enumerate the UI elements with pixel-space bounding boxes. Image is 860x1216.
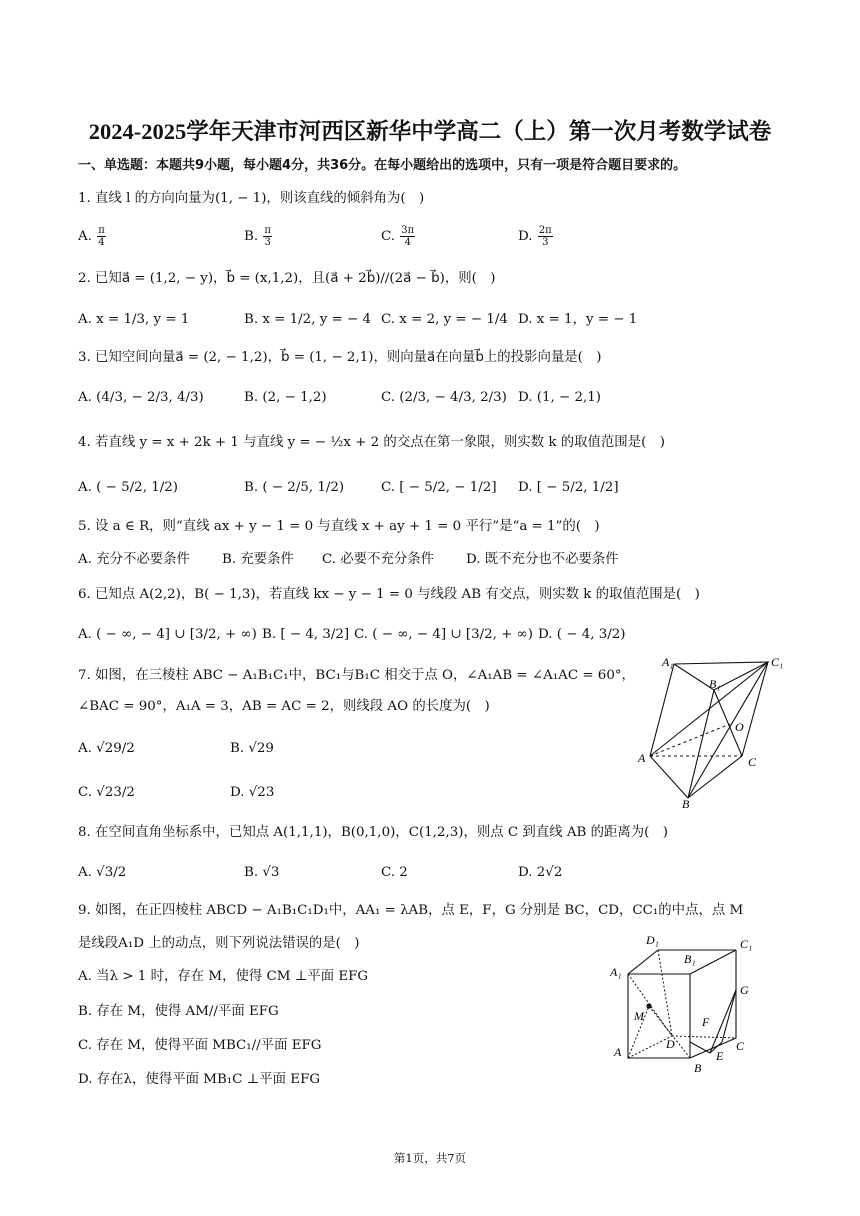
- prism-figure: [632, 652, 802, 810]
- q2-option-c[interactable]: C. x = 2, y = − 1/4: [381, 312, 508, 327]
- label-G: G: [740, 983, 749, 997]
- label-A: A: [638, 751, 646, 765]
- question-7-cont: ∠BAC = 90°，A₁A = 3，AB = AC = 2，则线段 AO 的长度为( ): [78, 699, 490, 714]
- question-8: 8. 在空间直角坐标系中，已知点 A(1,1,1)，B(0,1,0)，C(1,2,3)，则点 C 到直线 AB 的距离为( ): [78, 825, 668, 840]
- q9-option-a[interactable]: A. 当λ > 1 时，存在 M，使得 CM ⊥平面 EFG: [78, 969, 369, 984]
- question-7: 7. 如图，在三棱柱 ABC − A₁B₁C₁中，BC₁与B₁C 相交于点 O，∠A₁AB = ∠A₁AC = 60°，: [78, 668, 635, 683]
- q6-option-d[interactable]: D. ( − 4, 3/2): [538, 627, 626, 642]
- q2-option-a[interactable]: A. x = 1/3, y = 1: [78, 312, 190, 327]
- label-B: B: [682, 797, 690, 810]
- q4-option-a[interactable]: A. ( − 5/2, 1/2): [78, 480, 178, 495]
- page-footer: 第1页，共7页: [393, 1151, 467, 1165]
- label-B: B: [694, 1061, 702, 1075]
- q3-option-c[interactable]: C. (2/3, − 4/3, 2/3): [381, 390, 507, 405]
- q7-option-c[interactable]: C. √23/2: [78, 785, 135, 800]
- q4-option-d[interactable]: D. [ − 5/2, 1/2]: [518, 480, 619, 495]
- q9-option-c[interactable]: C. 存在 M，使得平面 MBC₁//平面 EFG: [78, 1038, 322, 1053]
- q2-option-d[interactable]: D. x = 1，y = − 1: [518, 312, 638, 327]
- q6-option-c[interactable]: C. ( − ∞, − 4] ∪ [3/2, + ∞): [354, 627, 534, 642]
- q8-option-d[interactable]: D. 2√2: [518, 865, 563, 880]
- box-figure: [606, 928, 776, 1078]
- question-3: 3. 已知空间向量a⃗ = (2, − 1,2)，b⃗ = (1, − 2,1)，则向量a⃗在向量b⃗上的投影向量是( ): [78, 350, 602, 365]
- q8-option-b[interactable]: B. √3: [244, 865, 280, 880]
- label-O: O: [735, 720, 744, 734]
- question-9-cont: 是线段A₁D 上的动点，则下列说法错误的是( ): [78, 936, 360, 951]
- q5-option-b[interactable]: B. 充要条件: [222, 552, 294, 567]
- label-C1: C₁: [740, 937, 753, 951]
- q1-option-a[interactable]: A. $\frac{\pi}{4}$: [78, 225, 105, 248]
- q5-option-c[interactable]: C. 必要不充分条件: [322, 552, 435, 567]
- q6-option-a[interactable]: A. ( − ∞, − 4] ∪ [3/2, + ∞): [78, 627, 257, 642]
- q3-option-b[interactable]: B. (2, − 1,2): [244, 390, 327, 405]
- label-E: E: [716, 1049, 724, 1063]
- question-4: 4. 若直线 y = x + 2k + 1 与直线 y = − ½x + 2 的交点在第一象限，则实数 k 的取值范围是( ): [78, 435, 665, 450]
- q8-option-a[interactable]: A. √3/2: [78, 865, 127, 880]
- page-title: 2024-2025学年天津市河西区新华中学高二（上）第一次月考数学试卷: [88, 119, 772, 144]
- section-header: 一、单选题：本题共9小题，每小题4分，共36分。在每小题给出的选项中，只有一项是符合题目要求的。: [78, 158, 687, 173]
- question-9: 9. 如图，在正四棱柱 ABCD − A₁B₁C₁D₁中，AA₁ = λAB，点 E，F，G 分别是 BC，CD，CC₁的中点，点 M: [78, 903, 744, 918]
- q6-option-b[interactable]: B. [ − 4, 3/2]: [262, 627, 350, 642]
- label-B1: B₁: [709, 677, 721, 691]
- q4-option-b[interactable]: B. ( − 2/5, 1/2): [244, 480, 345, 495]
- question-5: 5. 设 a ∈ R，则“直线 ax + y − 1 = 0 与直线 x + ay + 1 = 0 平行”是“a = 1”的( ): [78, 519, 600, 534]
- q8-option-c[interactable]: C. 2: [381, 865, 408, 880]
- q9-option-d[interactable]: D. 存在λ，使得平面 MB₁C ⊥平面 EFG: [78, 1072, 321, 1087]
- q3-option-d[interactable]: D. (1, − 2,1): [518, 390, 602, 405]
- label-B1: B₁: [684, 952, 696, 966]
- label-A1: A₁: [610, 965, 622, 979]
- label-F: F: [702, 1015, 710, 1029]
- label-C: C: [748, 755, 757, 769]
- q7-option-b[interactable]: B. √29: [230, 741, 274, 756]
- label-M: M: [634, 1009, 644, 1023]
- q9-option-b[interactable]: B. 存在 M，使得 AM//平面 EFG: [78, 1004, 279, 1019]
- q2-option-b[interactable]: B. x = 1/2, y = − 4: [244, 312, 371, 327]
- question-2: 2. 已知a⃗ = (1,2, − y)，b⃗ = (x,1,2)，且(a⃗ + 2b⃗)//(2a⃗ − b⃗)，则( ): [78, 271, 496, 286]
- q5-option-a[interactable]: A. 充分不必要条件: [78, 552, 190, 567]
- q1-option-d[interactable]: D. $\frac{2\pi}{3}$: [518, 225, 552, 248]
- label-C1: C₁: [771, 655, 784, 669]
- label-C: C: [736, 1039, 745, 1053]
- q4-option-c[interactable]: C. [ − 5/2, − 1/2]: [381, 480, 497, 495]
- q5-option-d[interactable]: D. 既不充分也不必要条件: [466, 552, 619, 567]
- label-D1: D₁: [646, 933, 659, 947]
- q3-option-a[interactable]: A. (4/3, − 2/3, 4/3): [78, 390, 204, 405]
- label-D: D: [666, 1037, 675, 1051]
- q1-option-c[interactable]: C. $\frac{3\pi}{4}$: [381, 225, 415, 248]
- label-A: A: [614, 1045, 622, 1059]
- q1-option-b[interactable]: B. $\frac{\pi}{3}$: [244, 225, 271, 248]
- label-A1: A₁: [662, 655, 674, 669]
- question-6: 6. 已知点 A(2,2)，B( − 1,3)，若直线 kx − y − 1 = 0 与线段 AB 有交点，则实数 k 的取值范围是( ): [78, 587, 700, 602]
- q7-option-d[interactable]: D. √23: [230, 785, 275, 800]
- question-1: 1. 直线 l 的方向向量为(1, − 1)，则该直线的倾斜角为( ): [78, 191, 425, 206]
- q7-option-a[interactable]: A. √29/2: [78, 741, 135, 756]
